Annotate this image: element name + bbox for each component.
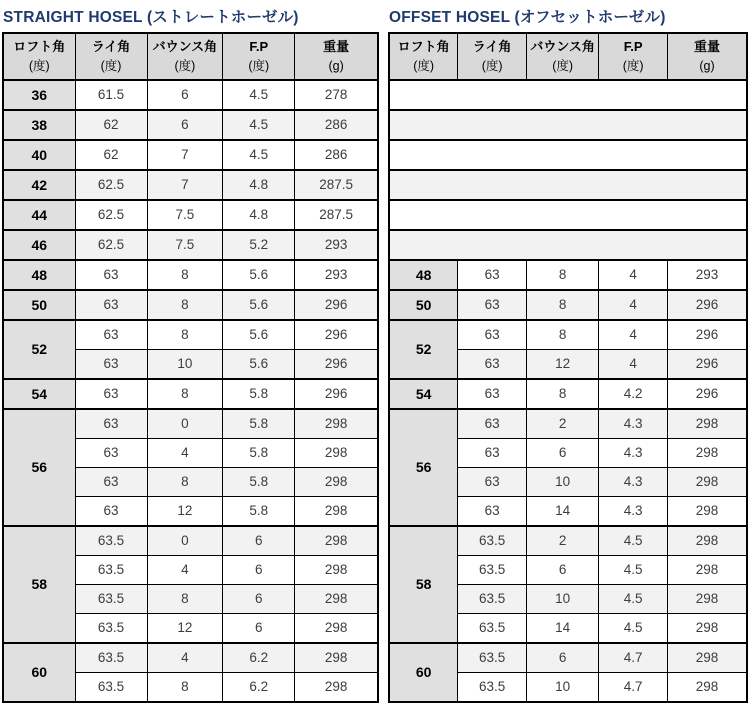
loft-angle-cell: 44	[3, 200, 75, 230]
column-header-0	[3, 33, 75, 80]
data-cell-weight: 296	[295, 379, 378, 409]
table-row	[389, 260, 747, 290]
table-row	[3, 80, 378, 110]
data-cell-lie-angle: 62	[75, 140, 147, 170]
loft-angle-cell: 58	[389, 526, 458, 643]
data-cell-fp: 4.3	[599, 409, 668, 439]
data-cell-fp: 6	[223, 613, 295, 643]
column-header-4	[668, 33, 747, 80]
data-cell-fp: 5.8	[223, 467, 295, 496]
data-cell-lie-angle: 63.5	[458, 584, 527, 613]
data-cell-fp: 4.5	[599, 613, 668, 643]
loft-angle-cell: 52	[389, 320, 458, 379]
column-unit: (g)	[699, 58, 715, 73]
data-cell-weight: 298	[668, 584, 747, 613]
data-cell-lie-angle: 62.5	[75, 170, 147, 200]
data-cell-bounce-angle: 12	[147, 496, 223, 526]
column-label: バウンス角	[152, 39, 218, 54]
empty-row	[389, 80, 747, 110]
data-cell-bounce-angle: 4	[147, 643, 223, 673]
data-cell-weight: 298	[295, 643, 378, 673]
data-cell-bounce-angle: 8	[526, 320, 598, 350]
empty-cell	[389, 230, 747, 260]
column-header-2	[147, 33, 223, 80]
data-cell-lie-angle: 63.5	[75, 672, 147, 702]
loft-angle-cell: 60	[3, 643, 75, 702]
loft-angle-cell: 36	[3, 80, 75, 110]
data-cell-bounce-angle: 10	[526, 467, 598, 496]
data-cell-lie-angle: 63	[458, 260, 527, 290]
loft-angle-cell: 48	[389, 260, 458, 290]
column-unit: (度)	[481, 58, 503, 73]
data-cell-fp: 4.2	[599, 379, 668, 409]
data-cell-bounce-angle: 14	[526, 613, 598, 643]
data-cell-lie-angle: 63	[458, 290, 527, 320]
data-cell-lie-angle: 63.5	[458, 555, 527, 584]
data-cell-lie-angle: 62.5	[75, 230, 147, 260]
data-cell-lie-angle: 63.5	[75, 584, 147, 613]
data-cell-bounce-angle: 6	[526, 555, 598, 584]
column-header-1	[75, 33, 147, 80]
straight-hosel-table-body	[3, 80, 378, 702]
column-unit: (度)	[174, 58, 196, 73]
data-cell-bounce-angle: 10	[526, 584, 598, 613]
data-cell-weight: 296	[668, 349, 747, 379]
loft-angle-cell: 60	[389, 643, 458, 702]
data-cell-lie-angle: 62.5	[75, 200, 147, 230]
column-header-3	[223, 33, 295, 80]
data-cell-fp: 4.7	[599, 643, 668, 673]
column-label: ロフト角	[13, 39, 66, 54]
table-row	[3, 260, 378, 290]
data-cell-lie-angle: 63.5	[75, 613, 147, 643]
data-cell-weight: 298	[668, 672, 747, 702]
data-cell-bounce-angle: 8	[147, 584, 223, 613]
data-cell-fp: 4.5	[223, 110, 295, 140]
data-cell-weight: 296	[668, 320, 747, 350]
loft-angle-cell: 38	[3, 110, 75, 140]
data-cell-fp: 5.8	[223, 409, 295, 439]
data-cell-bounce-angle: 2	[526, 526, 598, 556]
data-cell-weight: 296	[295, 349, 378, 379]
data-cell-bounce-angle: 8	[147, 290, 223, 320]
data-cell-fp: 5.8	[223, 496, 295, 526]
offset-hosel-table	[388, 32, 748, 703]
header-row	[3, 33, 378, 80]
loft-angle-cell: 58	[3, 526, 75, 643]
data-cell-weight: 296	[668, 290, 747, 320]
loft-angle-cell: 50	[389, 290, 458, 320]
data-cell-weight: 298	[295, 496, 378, 526]
data-cell-fp: 4.3	[599, 467, 668, 496]
table-row	[3, 230, 378, 260]
empty-row	[389, 230, 747, 260]
data-cell-fp: 4.8	[223, 200, 295, 230]
data-cell-lie-angle: 63.5	[75, 526, 147, 556]
column-unit: (度)	[552, 58, 574, 73]
data-cell-bounce-angle: 12	[147, 613, 223, 643]
data-cell-fp: 5.8	[223, 379, 295, 409]
data-cell-fp: 6	[223, 584, 295, 613]
data-cell-fp: 5.6	[223, 290, 295, 320]
table-row	[3, 200, 378, 230]
straight-hosel-table	[2, 32, 379, 703]
data-cell-weight: 286	[295, 140, 378, 170]
data-cell-lie-angle: 63	[458, 409, 527, 439]
data-cell-lie-angle: 63	[75, 409, 147, 439]
data-cell-fp: 6	[223, 526, 295, 556]
table-row	[3, 170, 378, 200]
data-cell-fp: 5.6	[223, 260, 295, 290]
data-cell-weight: 298	[295, 438, 378, 467]
data-cell-lie-angle: 61.5	[75, 80, 147, 110]
table-row	[3, 379, 378, 409]
data-cell-fp: 4	[599, 320, 668, 350]
data-cell-bounce-angle: 8	[526, 379, 598, 409]
data-cell-weight: 287.5	[295, 200, 378, 230]
data-cell-weight: 293	[295, 260, 378, 290]
data-cell-bounce-angle: 7.5	[147, 200, 223, 230]
column-label: ライ角	[472, 39, 512, 54]
data-cell-lie-angle: 63	[75, 320, 147, 350]
column-unit: (g)	[328, 58, 344, 73]
data-cell-fp: 4	[599, 260, 668, 290]
header-row	[389, 33, 747, 80]
column-header-4	[295, 33, 378, 80]
data-cell-bounce-angle: 8	[147, 320, 223, 350]
data-cell-fp: 4.3	[599, 438, 668, 467]
data-cell-fp: 5.2	[223, 230, 295, 260]
data-cell-bounce-angle: 4	[147, 555, 223, 584]
data-cell-weight: 298	[668, 643, 747, 673]
data-cell-weight: 298	[295, 672, 378, 702]
column-label: F.P	[249, 39, 269, 54]
column-unit: (度)	[28, 58, 50, 73]
data-cell-weight: 298	[295, 613, 378, 643]
data-cell-fp: 4	[599, 290, 668, 320]
data-cell-weight: 298	[295, 555, 378, 584]
data-cell-bounce-angle: 8	[147, 379, 223, 409]
data-cell-weight: 298	[668, 438, 747, 467]
data-cell-bounce-angle: 0	[147, 409, 223, 439]
data-cell-bounce-angle: 8	[147, 260, 223, 290]
loft-angle-cell: 40	[3, 140, 75, 170]
column-label: 重量	[323, 39, 350, 54]
empty-row	[389, 110, 747, 140]
data-cell-lie-angle: 63	[458, 320, 527, 350]
data-cell-fp: 4.5	[599, 526, 668, 556]
data-cell-bounce-angle: 7.5	[147, 230, 223, 260]
data-cell-bounce-angle: 6	[526, 438, 598, 467]
data-cell-bounce-angle: 12	[526, 349, 598, 379]
data-cell-weight: 298	[295, 526, 378, 556]
column-header-3	[599, 33, 668, 80]
table-row	[3, 526, 378, 556]
column-label: ロフト角	[397, 39, 450, 54]
data-cell-bounce-angle: 7	[147, 170, 223, 200]
data-cell-weight: 293	[295, 230, 378, 260]
column-header-1	[458, 33, 527, 80]
loft-angle-cell: 42	[3, 170, 75, 200]
empty-cell	[389, 140, 747, 170]
data-cell-weight: 298	[668, 467, 747, 496]
data-cell-fp: 4.5	[599, 584, 668, 613]
data-cell-bounce-angle: 6	[147, 110, 223, 140]
data-cell-bounce-angle: 2	[526, 409, 598, 439]
straight-hosel-table-header	[3, 33, 378, 80]
column-unit: (度)	[248, 58, 270, 73]
data-cell-weight: 278	[295, 80, 378, 110]
loft-angle-cell: 54	[389, 379, 458, 409]
table-row	[389, 290, 747, 320]
data-cell-weight: 298	[668, 613, 747, 643]
straight-hosel-title: STRAIGHT HOSEL (ストレートホーゼル)	[3, 9, 299, 26]
empty-cell	[389, 170, 747, 200]
table-row	[3, 290, 378, 320]
empty-cell	[389, 80, 747, 110]
table-row	[389, 320, 747, 350]
table-row	[3, 643, 378, 673]
table-row	[389, 379, 747, 409]
data-cell-fp: 4.5	[223, 140, 295, 170]
data-cell-bounce-angle: 8	[526, 290, 598, 320]
data-cell-weight: 287.5	[295, 170, 378, 200]
offset-hosel-title: OFFSET HOSEL (オフセットホーゼル)	[389, 9, 666, 26]
data-cell-bounce-angle: 0	[147, 526, 223, 556]
column-header-0	[389, 33, 458, 80]
loft-angle-cell: 56	[389, 409, 458, 526]
data-cell-weight: 296	[295, 320, 378, 350]
data-cell-fp: 4.5	[223, 80, 295, 110]
data-cell-lie-angle: 63.5	[458, 643, 527, 673]
data-cell-bounce-angle: 10	[526, 672, 598, 702]
loft-angle-cell: 50	[3, 290, 75, 320]
data-cell-lie-angle: 63	[75, 290, 147, 320]
data-cell-bounce-angle: 4	[147, 438, 223, 467]
data-cell-lie-angle: 63	[458, 349, 527, 379]
data-cell-lie-angle: 63	[75, 379, 147, 409]
table-row	[3, 110, 378, 140]
empty-row	[389, 140, 747, 170]
data-cell-fp: 4.8	[223, 170, 295, 200]
data-cell-weight: 298	[295, 467, 378, 496]
data-cell-bounce-angle: 8	[147, 467, 223, 496]
data-cell-bounce-angle: 8	[526, 260, 598, 290]
data-cell-lie-angle: 63.5	[75, 643, 147, 673]
offset-hosel-table-header	[389, 33, 747, 80]
column-label: 重量	[694, 39, 721, 54]
data-cell-fp: 5.6	[223, 349, 295, 379]
data-cell-weight: 296	[668, 379, 747, 409]
column-unit: (度)	[622, 58, 644, 73]
offset-hosel-table-body	[389, 80, 747, 702]
data-cell-lie-angle: 63.5	[458, 613, 527, 643]
empty-cell	[389, 110, 747, 140]
data-cell-bounce-angle: 6	[526, 643, 598, 673]
column-label: バウンス角	[530, 39, 595, 54]
data-cell-lie-angle: 63	[458, 467, 527, 496]
data-cell-lie-angle: 63	[75, 349, 147, 379]
data-cell-weight: 298	[668, 526, 747, 556]
table-row	[3, 409, 378, 439]
data-cell-lie-angle: 63	[75, 467, 147, 496]
loft-angle-cell: 52	[3, 320, 75, 379]
data-cell-bounce-angle: 14	[526, 496, 598, 526]
data-cell-lie-angle: 63	[458, 379, 527, 409]
data-cell-fp: 4.3	[599, 496, 668, 526]
column-label: ライ角	[91, 39, 131, 54]
table-row	[3, 320, 378, 350]
data-cell-fp: 4	[599, 349, 668, 379]
offset-hosel-section	[388, 2, 748, 703]
data-cell-weight: 298	[668, 555, 747, 584]
empty-row	[389, 200, 747, 230]
data-cell-weight: 298	[295, 584, 378, 613]
data-cell-bounce-angle: 8	[147, 672, 223, 702]
data-cell-weight: 298	[295, 409, 378, 439]
data-cell-fp: 5.8	[223, 438, 295, 467]
loft-angle-cell: 54	[3, 379, 75, 409]
data-cell-weight: 293	[668, 260, 747, 290]
data-cell-lie-angle: 63.5	[75, 555, 147, 584]
table-row	[3, 140, 378, 170]
data-cell-lie-angle: 63	[75, 496, 147, 526]
empty-cell	[389, 200, 747, 230]
data-cell-weight: 296	[295, 290, 378, 320]
column-header-2	[526, 33, 598, 80]
data-cell-lie-angle: 63	[458, 438, 527, 467]
loft-angle-cell: 46	[3, 230, 75, 260]
data-cell-lie-angle: 63	[75, 438, 147, 467]
data-cell-fp: 5.6	[223, 320, 295, 350]
data-cell-fp: 6.2	[223, 643, 295, 673]
data-cell-fp: 4.7	[599, 672, 668, 702]
data-cell-weight: 298	[668, 409, 747, 439]
empty-row	[389, 170, 747, 200]
data-cell-weight: 286	[295, 110, 378, 140]
column-label: F.P	[623, 39, 643, 54]
data-cell-lie-angle: 63	[75, 260, 147, 290]
table-row	[389, 643, 747, 673]
loft-angle-cell: 56	[3, 409, 75, 526]
column-unit: (度)	[100, 58, 122, 73]
data-cell-fp: 4.5	[599, 555, 668, 584]
data-cell-lie-angle: 62	[75, 110, 147, 140]
data-cell-fp: 6.2	[223, 672, 295, 702]
table-row	[389, 526, 747, 556]
data-cell-bounce-angle: 6	[147, 80, 223, 110]
data-cell-bounce-angle: 7	[147, 140, 223, 170]
data-cell-bounce-angle: 10	[147, 349, 223, 379]
column-unit: (度)	[413, 58, 435, 73]
loft-angle-cell: 48	[3, 260, 75, 290]
table-row	[389, 409, 747, 439]
data-cell-weight: 298	[668, 496, 747, 526]
data-cell-fp: 6	[223, 555, 295, 584]
data-cell-lie-angle: 63.5	[458, 526, 527, 556]
straight-hosel-section	[2, 2, 379, 703]
data-cell-lie-angle: 63.5	[458, 672, 527, 702]
data-cell-lie-angle: 63	[458, 496, 527, 526]
